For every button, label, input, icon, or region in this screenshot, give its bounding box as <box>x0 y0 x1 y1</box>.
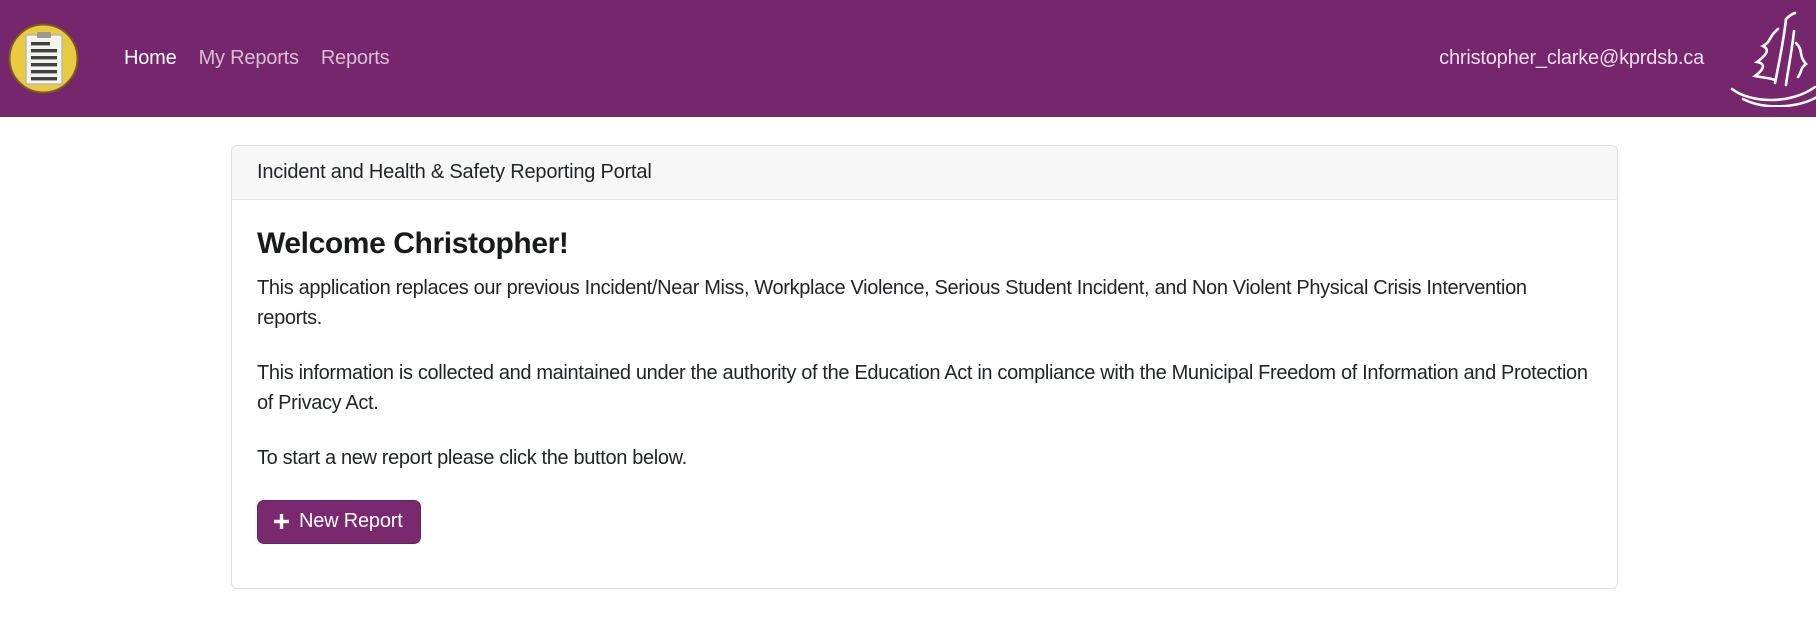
pine-tree-logo-icon <box>1718 11 1816 107</box>
main-nav <box>113 47 400 70</box>
top-navigation-bar <box>0 0 1816 117</box>
instruction-paragraph: To start a new report please click the button below. <box>257 447 687 469</box>
plus-icon <box>273 513 290 530</box>
board-logo <box>1718 11 1816 107</box>
card-header <box>232 146 1617 200</box>
clipboard-report-icon <box>8 23 79 94</box>
new-report-button[interactable] <box>257 500 421 544</box>
welcome-heading: Welcome Christopher! <box>257 227 569 260</box>
nav-item-home[interactable]: Home <box>124 47 177 69</box>
nav-item-reports[interactable]: Reports <box>320 47 390 69</box>
page-content <box>0 145 1816 589</box>
portal-card <box>231 145 1618 589</box>
app-logo[interactable] <box>8 23 79 94</box>
nav-item-my-reports[interactable]: My Reports <box>198 47 299 69</box>
card-body <box>232 200 1617 588</box>
new-report-button-label: New Report <box>299 510 403 532</box>
user-email: christopher_clarke@kprdsb.ca <box>1439 47 1704 69</box>
card-title: Incident and Health & Safety Reporting Portal <box>257 161 652 183</box>
privacy-paragraph: This information is collected and maintained under the authority of the Education Act in compliance with the Municipal Freedom of Information and Protection of Privacy Act. <box>257 362 1588 414</box>
intro-paragraph: This application replaces our previous Incident/Near Miss, Workplace Violence, Serious Student Incident, and Non Violent Physical Crisis Intervention reports. <box>257 277 1527 329</box>
topbar-right <box>1439 11 1816 107</box>
